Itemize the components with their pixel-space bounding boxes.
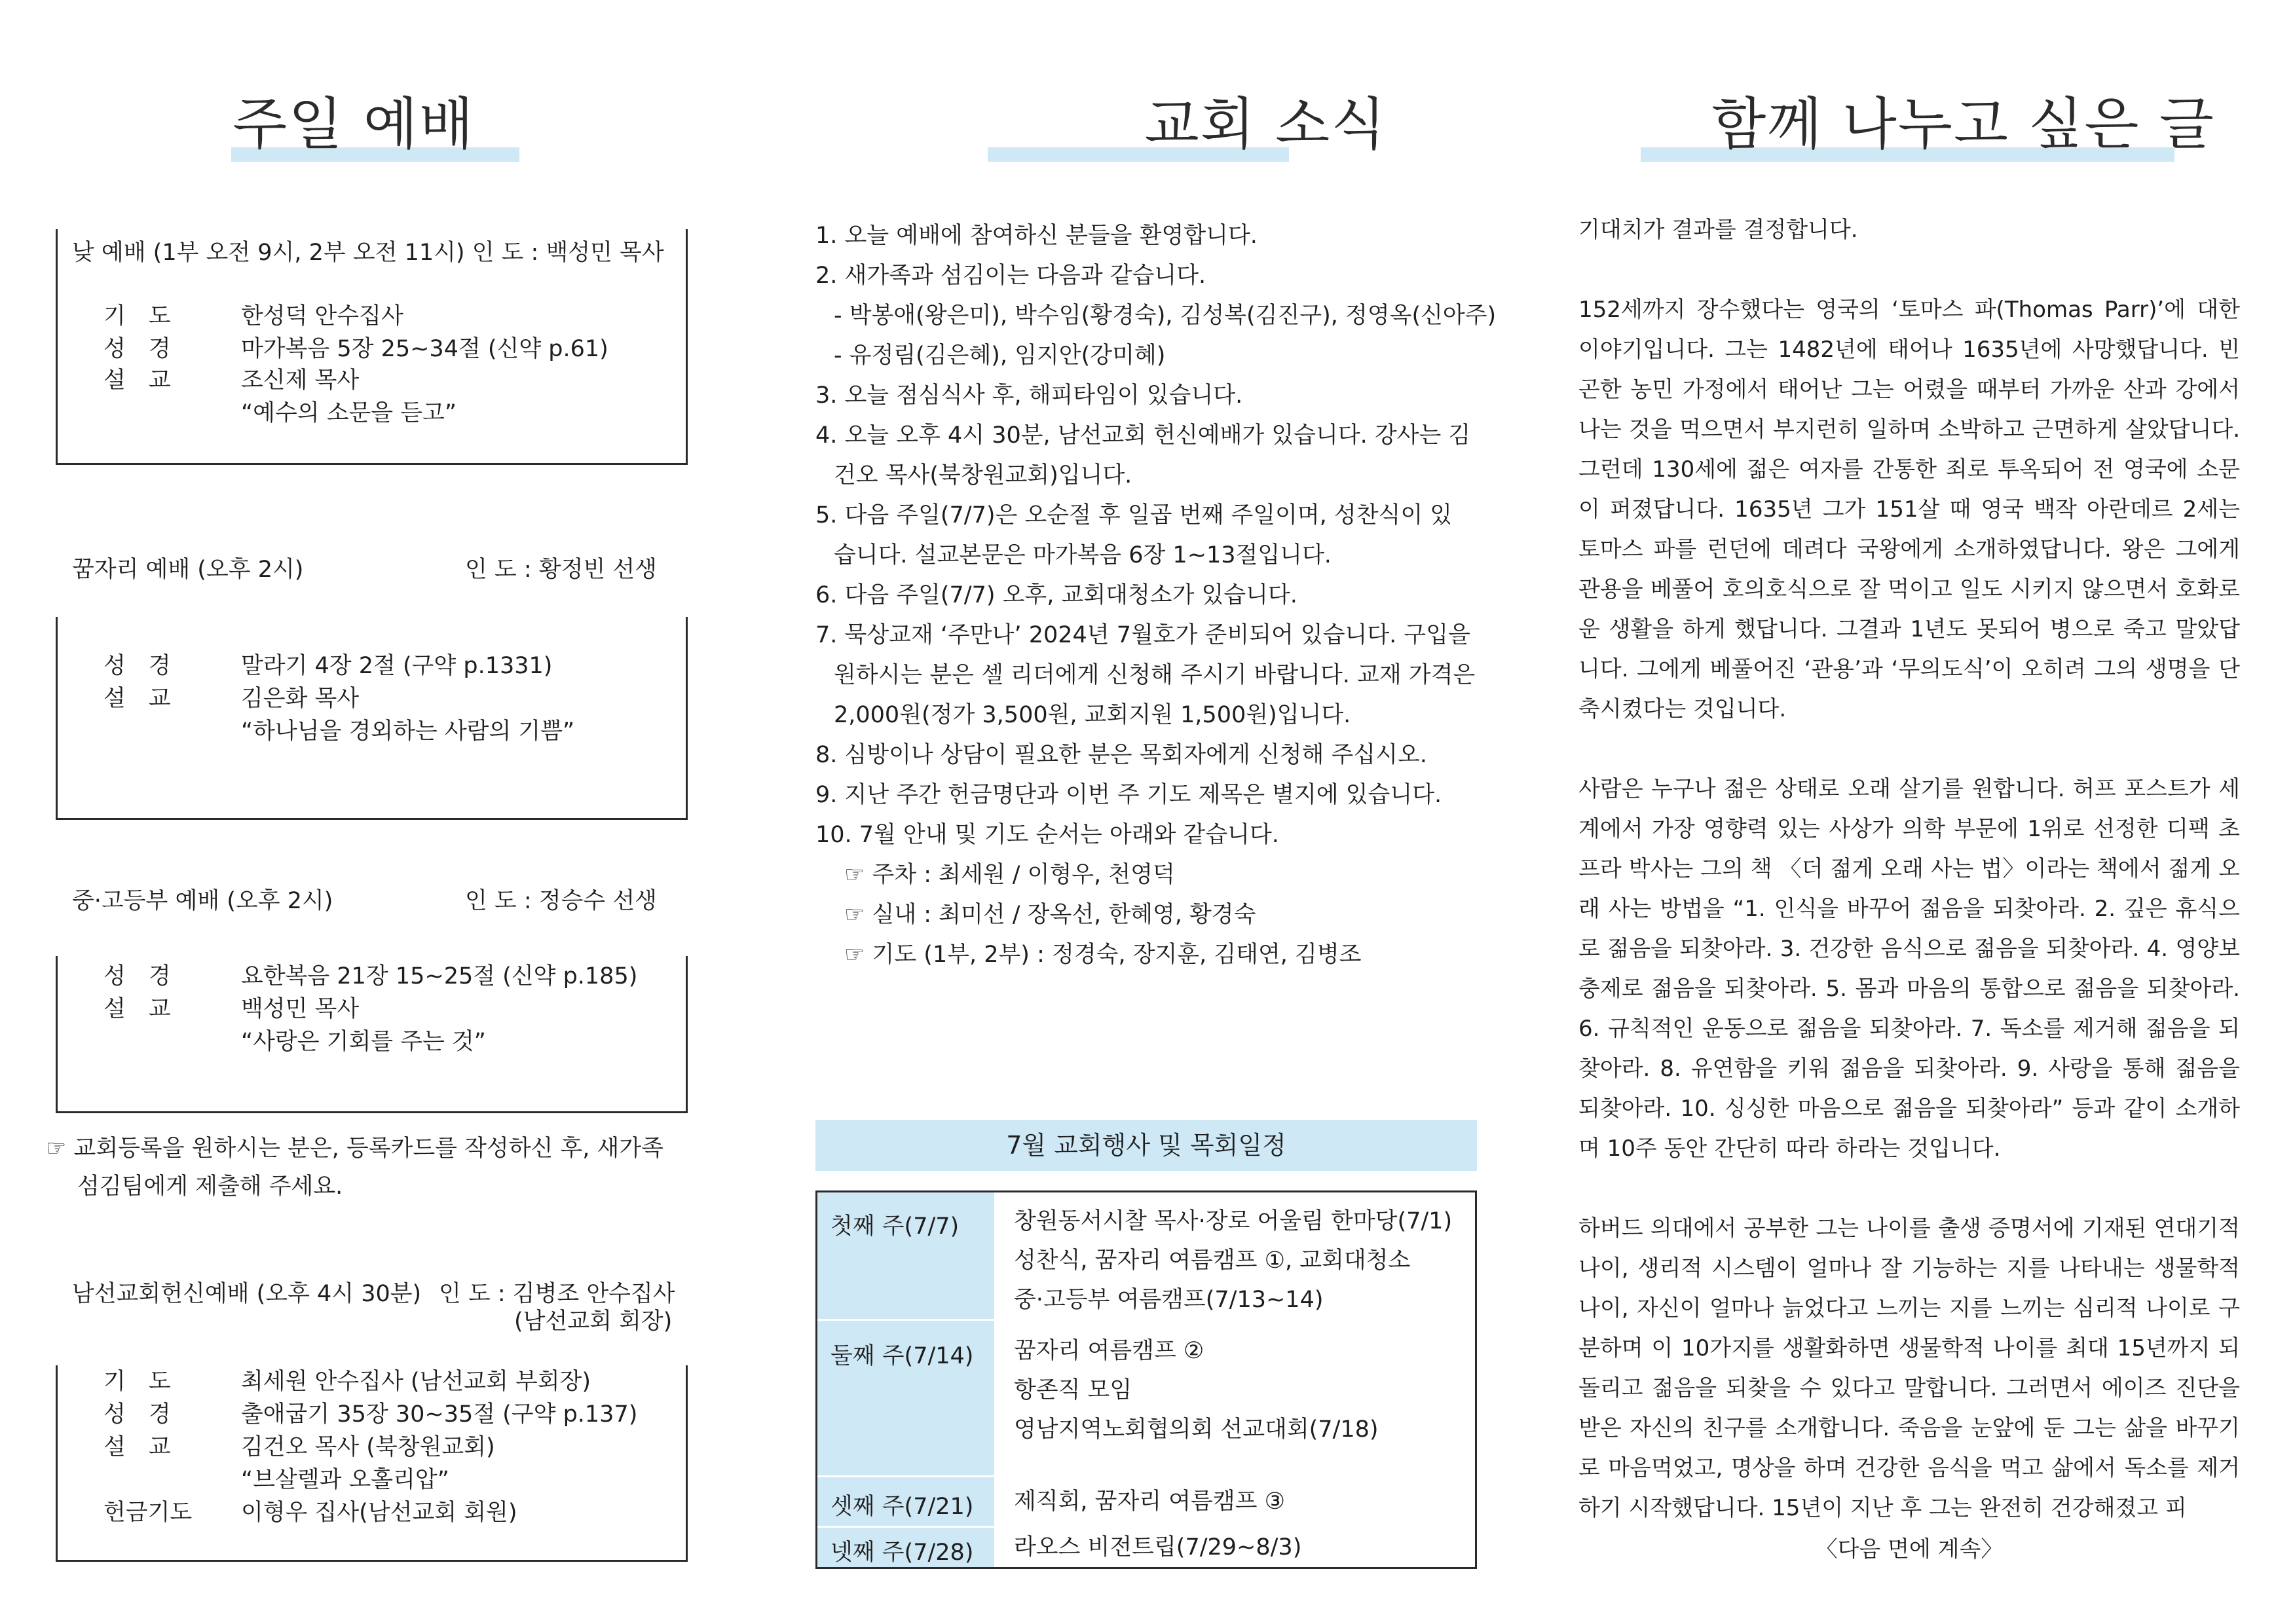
news-item-9: 9. 지난 주간 헌금명단과 이번 주 기도 제목은 별지에 있습니다. — [815, 782, 1442, 808]
namsun-service-leader: 인 도 : 김병조 안수집사 — [439, 1281, 675, 1307]
day-service-title: 낮 예배 (1부 오전 9시, 2부 오전 11시) 인 도 : 백성민 목사 — [72, 240, 664, 266]
news-item-7-cont2: 2,000원(정가 3,500원, 교회지원 1,500원)입니다. — [834, 702, 1351, 728]
schedule-week-4: 넷째 주(7/28) — [830, 1540, 974, 1566]
day-service-box: 기 도 한성덕 안수집사 성 경 마가복음 5장 25~34절 (신약 p.61) 설 교 조신제 목사 “예수의 소문을 듣고” — [56, 229, 688, 465]
news-item-2-sub2: - 유정림(김은혜), 임지안(강미혜) — [834, 342, 1166, 369]
dream-service-box: 성 경 말라기 4장 2절 (구약 p.1331) 설 교 김은화 목사 “하나님을 경외하는 사람의 기쁨” — [56, 617, 688, 820]
schedule-week-1: 첫째 주(7/7) — [830, 1213, 960, 1240]
share-heading: 함께 나누고 싶은 글 — [1711, 92, 2215, 157]
continued-notice: 〈다음 면에 계속〉 — [1815, 1536, 2004, 1562]
news-item-7: 7. 묵상교재 ‘주만나’ 2024년 7월호가 준비되어 있습니다. 구입을 — [815, 622, 1470, 648]
schedule-divider — [817, 1475, 994, 1477]
news-item-10-indoor: ☞ 실내 : 최미선 / 장옥선, 한혜영, 황경숙 — [844, 902, 1256, 928]
news-list — [815, 216, 1497, 975]
news-heading: 교회 소식 — [1144, 92, 1387, 157]
news-column — [806, 0, 1500, 1624]
worship-heading-block — [46, 79, 570, 160]
share-column — [1565, 0, 2247, 1624]
schedule-week-1-item: 창원동서시찰 목사·장로 어울림 한마당(7/1) — [1014, 1208, 1453, 1234]
youth-service-box: 성 경 요한복음 21장 15~25절 (신약 p.185) 설 교 백성민 목사 “사랑은 기회를 주는 것” — [56, 956, 688, 1113]
schedule-week-3: 셋째 주(7/21) — [830, 1494, 974, 1520]
news-item-4-cont: 건오 목사(북창원교회)입니다. — [834, 462, 1132, 489]
schedule-week-2: 둘째 주(7/14) — [830, 1343, 974, 1369]
schedule-table — [815, 1190, 1477, 1569]
essay-paragraph-3: 사람은 누구나 젊은 상태로 오래 살기를 원합니다. 허프 포스트가 세계에서 가장 영향력 있는 사상가 의학 부문에 1위로 선정한 디팩 초프라 박사는 그의 책 〈더 젊게 오래 사는 법〉이라는 책에서 젊게 오래 사는 방법을 “1. 인식을 바꾸어 젊음을 되찾아라. 2. 깊은 휴식으로 젊음을 되찾아라. 3. 건강한 음식으로 젊음을 되찾아라. 4. 영양보충제로 젊음을 되찾아라. 5. 몸과 마음의 통합으로 젊음을 되찾아라. 6. 규칙적인 운동으로 젊음을 되찾아라. 7. 독소를 제거해 젊음을 되찾아라. 8. 유연함을 키워 젊음을 되찾아라. 9. 사랑을 통해 젊음을 되찾아라. 10. 싱싱한 마음으로 젊음을 되찾아라” 등과 같이 소개하며 10주 동안 간단히 따라 하라는 것입니다. — [1578, 776, 2240, 1162]
dream-service-leader: 인 도 : 황정빈 선생 — [465, 557, 657, 583]
schedule-divider — [817, 1526, 994, 1528]
schedule-week-2-item: 꿈자리 여름캠프 ② — [1014, 1338, 1204, 1364]
schedule-title: 7월 교회행사 및 목회일정 — [815, 1120, 1477, 1171]
schedule-week-4-item: 라오스 비전트립(7/29~8/3) — [1014, 1534, 1302, 1560]
essay-paragraph-1: 기대치가 결과를 결정합니다. — [1578, 217, 1858, 243]
schedule-week-3-item: 제직회, 꿈자리 여름캠프 ③ — [1014, 1488, 1285, 1515]
schedule-divider — [817, 1319, 994, 1321]
news-item-10-prayer: ☞ 기도 (1부, 2부) : 정경숙, 장지훈, 김태연, 김병조 — [844, 942, 1362, 968]
news-item-10-parking: ☞ 주차 : 최세원 / 이형우, 천영덕 — [844, 862, 1175, 888]
news-item-6: 6. 다음 주일(7/7) 오후, 교회대청소가 있습니다. — [815, 582, 1297, 608]
news-heading-block — [806, 79, 1500, 160]
namsun-service-title: 남선교회헌신예배 (오후 4시 30분) — [72, 1281, 422, 1307]
schedule-week-1-item: 중·고등부 여름캠프(7/13~14) — [1014, 1287, 1324, 1313]
share-heading-block — [1565, 79, 2247, 160]
schedule-week-2-item: 항존직 모임 — [1014, 1377, 1132, 1403]
worship-heading: 주일 예배 — [233, 92, 475, 157]
schedule-week-2-item: 영남지역노회협의회 선교대회(7/18) — [1014, 1416, 1379, 1443]
news-item-2-sub1: - 박봉애(왕은미), 박수임(황경숙), 김성복(김진구), 정영옥(신아주) — [834, 303, 1497, 329]
worship-column — [46, 0, 701, 1624]
youth-service-leader: 인 도 : 정승수 선생 — [465, 888, 657, 914]
dream-service-title: 꿈자리 예배 (오후 2시) — [72, 557, 304, 583]
registration-note-line2: 섬김팀에게 제출해 주세요. — [77, 1173, 343, 1200]
news-item-4: 4. 오늘 오후 4시 30분, 남선교회 헌신예배가 있습니다. 강사는 김 — [815, 422, 1471, 449]
news-item-5-cont: 습니다. 설교본문은 마가복음 6장 1~13절입니다. — [834, 542, 1332, 568]
essay-body — [1578, 210, 2240, 1528]
news-item-2: 2. 새가족과 섬김이는 다음과 같습니다. — [815, 263, 1206, 289]
schedule-week-1-item: 성찬식, 꿈자리 여름캠프 ①, 교회대청소 — [1014, 1247, 1411, 1274]
registration-note-line1: ☞ 교회등록을 원하시는 분은, 등록카드를 작성하신 후, 새가족 — [46, 1135, 663, 1162]
news-item-1: 1. 오늘 예배에 참여하신 분들을 환영합니다. — [815, 223, 1258, 249]
news-item-5: 5. 다음 주일(7/7)은 오순절 후 일곱 번째 주일이며, 성찬식이 있 — [815, 502, 1453, 528]
youth-service-title: 중·고등부 예배 (오후 2시) — [72, 888, 333, 914]
registration-note — [46, 1130, 701, 1206]
namsun-service-box: 기 도 최세원 안수집사 (남선교회 부회장) 성 경 출애굽기 35장 30~35절 (구약 p.137) 설 교 김건오 목사 (북창원교회) “브살렐과 오홀리압” 헌금기도 이형우 집사(남선교회 회원) — [56, 1365, 688, 1562]
news-item-7-cont1: 원하시는 분은 셀 리더에게 신청해 주시기 바랍니다. 교재 가격은 — [834, 662, 1476, 688]
news-item-8: 8. 심방이나 상담이 필요한 분은 목회자에게 신청해 주십시오. — [815, 742, 1427, 768]
essay-paragraph-2: 152세까지 장수했다는 영국의 ‘토마스 파(Thomas Parr)’에 대한 이야기입니다. 그는 1482년에 태어나 1635년에 사망했답니다. 빈곤한 농민 가정에서 태어난 그는 어렸을 때부터 가까운 산과 강에서 나는 것을 먹으면서 부지런히 일하며 소박하고 근면하게 살았답니다. 그런데 130세에 젊은 여자를 간통한 죄로 투옥되어 전 영국에 소문이 퍼졌답니다. 1635년 그가 151살 때 영국 백작 아란데르 2세는 토마스 파를 런던에 데려다 국왕에게 소개하였답니다. 왕은 그에게 관용을 베풀어 호의호식으로 잘 먹이고 일도 시키지 않으면서 호화로운 생활을 하게 했답니다. 그결과 1년도 못되어 병으로 죽고 말았답니다. 그에게 베풀어진 ‘관용’과 ‘무의도식’이 오히려 그의 생명을 단축시켰다는 것입니다. — [1578, 297, 2240, 722]
news-item-3: 3. 오늘 점심식사 후, 해피타임이 있습니다. — [815, 382, 1243, 409]
namsun-service-leader-note: (남선교회 회장) — [514, 1308, 673, 1335]
essay-paragraph-4: 하버드 의대에서 공부한 그는 나이를 출생 증명서에 기재된 연대기적 나이, 생리적 시스템이 얼마나 잘 기능하는 지를 나타내는 생물학적 나이, 자신이 얼마나 늙었다고 느끼는 지를 느끼는 심리적 나이로 구분하며 이 10가지를 생활화하면 생물학적 나이를 최대 15년까지 되돌리고 젊음을 되찾을 수 있다고 말합니다. 그러면서 에이즈 진단을 받은 자신의 친구를 소개합니다. 죽음을 눈앞에 둔 그는 삶을 바꾸기로 마음먹었고, 명상을 하며 건강한 음식을 먹고 삶에서 독소를 제거하기 시작했답니다. 15년이 지난 후 그는 완전히 건강해졌고 피 — [1578, 1215, 2240, 1521]
news-item-10: 10. 7월 안내 및 기도 순서는 아래와 같습니다. — [815, 822, 1279, 848]
